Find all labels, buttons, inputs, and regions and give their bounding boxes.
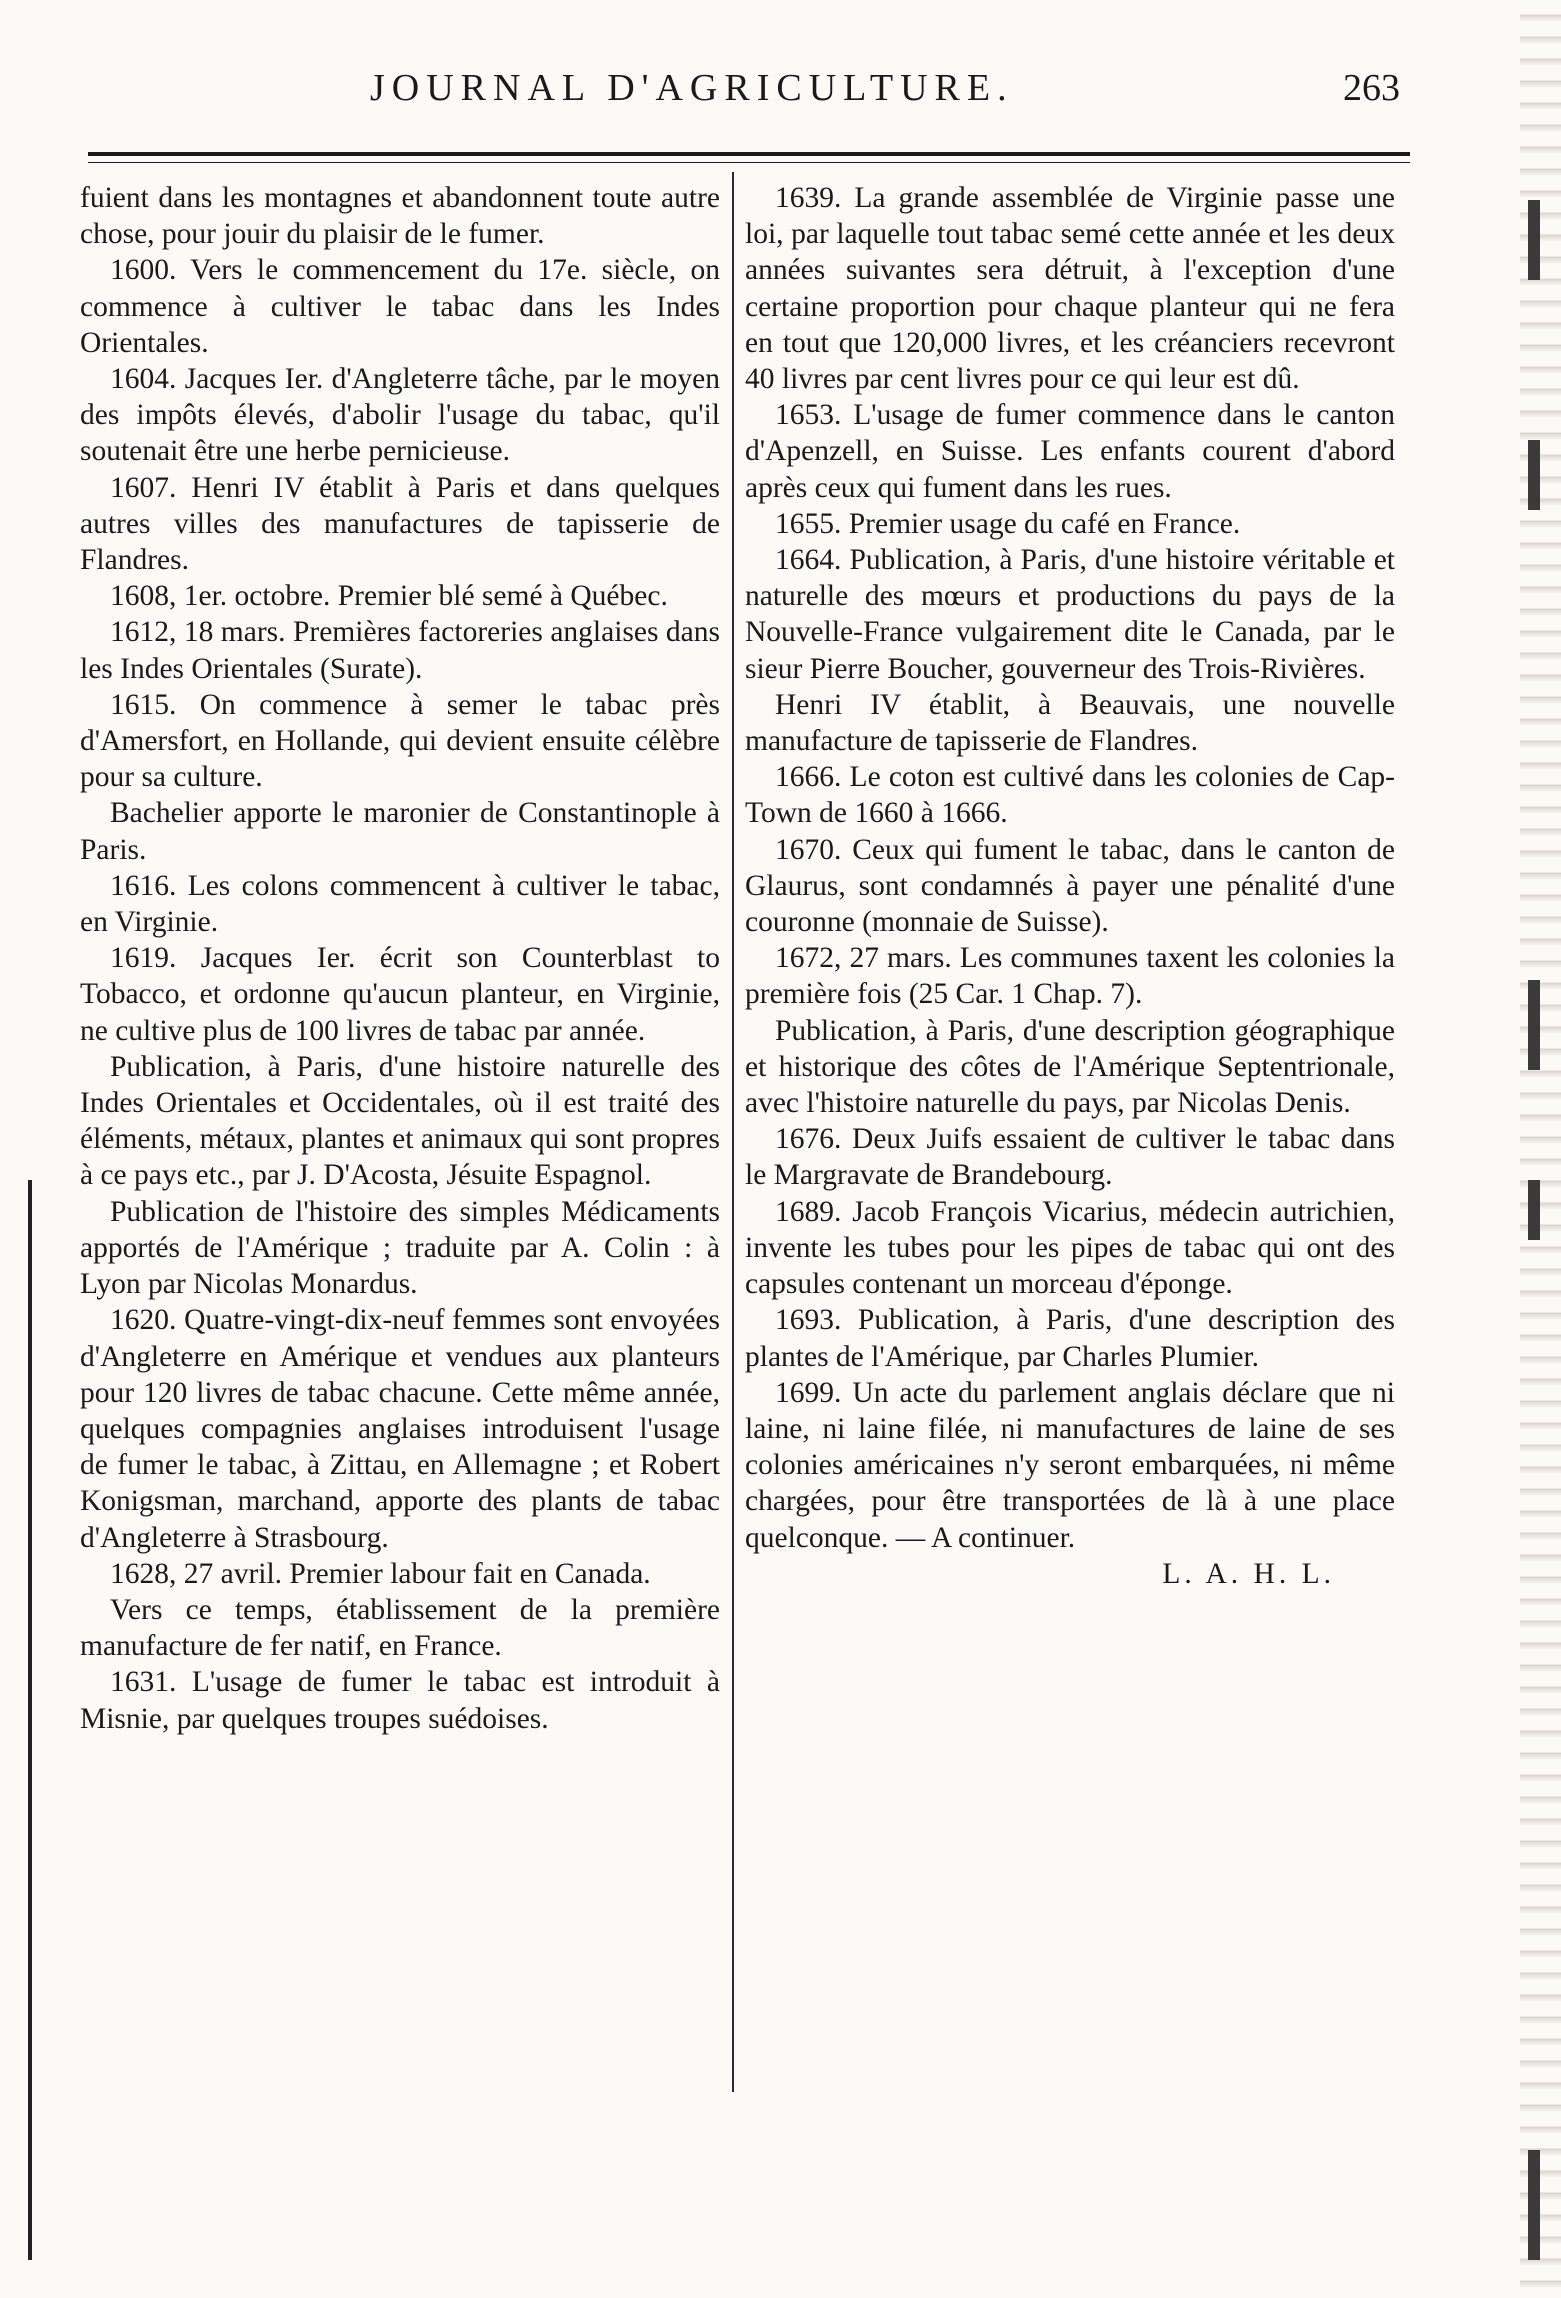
paragraph: 1604. Jacques Ier. d'Angleterre tâche, par le moyen des impôts élevés, d'abolir l'usage du tabac, qu'il soutenait être une herbe pernicieuse. <box>80 363 720 468</box>
paragraph: 1655. Premier usage du café en France. <box>775 507 1241 540</box>
paragraph: Henri IV établit, à Beauvais, une nouvelle manufacture de tapisserie de Flandres. <box>745 688 1395 758</box>
paragraph: Bachelier apporte le maronier de Constantinople à Paris. <box>80 797 720 866</box>
paragraph: 1631. L'usage de fumer le tabac est introduit à Misnie, par quelques troupes suédoises. <box>80 1666 720 1735</box>
paragraph: 1608, 1er. octobre. Premier blé semé à Québec. <box>110 580 668 613</box>
paragraph: 1600. Vers le commencement du 17e. siècle, on commence à cultiver le tabac dans les Indes Orientales. <box>80 254 720 359</box>
paragraph: 1693. Publication, à Paris, d'une description des plantes de l'Amérique, par Charles Plumier. <box>745 1304 1395 1373</box>
paragraph: 1689. Jacob François Vicarius, médecin autrichien, invente les tubes pour les pipes de tabac qui ont des capsules contenant un morceau d'éponge. <box>745 1195 1395 1301</box>
page-number: 263 <box>1343 67 1400 109</box>
column-divider <box>732 172 734 2092</box>
edge-mark <box>1528 2150 1540 2260</box>
paragraph: 1615. On commence à semer le tabac près d'Amersfort, en Hollande, qui devient ensuite célèbre pour sa culture. <box>80 688 720 794</box>
paragraph: 1612, 18 mars. Premières factoreries anglaises dans les Indes Orientales (Surate). <box>80 616 720 685</box>
paragraph: 1664. Publication, à Paris, d'une histoire véritable et naturelle des mœurs et productions du pays de la Nouvelle-France vulgairement dite le Canada, par le sieur Pierre Boucher, gouverneur des Trois-Rivières. <box>745 544 1395 685</box>
running-title: JOURNAL D'AGRICULTURE. <box>370 67 1014 109</box>
paragraph: 1672, 27 mars. Les communes taxent les colonies la première fois (25 Car. 1 Chap. 7). <box>745 942 1395 1011</box>
paragraph: 1670. Ceux qui fument le tabac, dans le canton de Glaurus, sont condamnés à payer une pénalité d'une couronne (monnaie de Suisse). <box>745 833 1395 939</box>
paragraph: 1619. Jacques Ier. écrit son Counterblast to Tobacco, et ordonne qu'aucun planteur, en Virginie, ne cultive plus de 100 livres de tabac par année. <box>80 942 720 1047</box>
paragraph: fuient dans les montagnes et abandonnent toute autre chose, pour jouir du plaisir de le fumer. <box>80 182 720 251</box>
page-header <box>80 60 1400 110</box>
paragraph: 1639. La grande assemblée de Virginie passe une loi, par laquelle tout tabac semé cette année et les deux années suivantes sera détruit, à l'exception d'une certaine proportion pour chaque planteur qui ne fera en tout que 120,000 livres, et les créanciers recevront 40 livres par cent livres pour ce qui leur est dû. <box>745 182 1395 396</box>
paragraph: Publication, à Paris, d'une histoire naturelle des Indes Orientales et Occidentales, où il est traité des éléments, métaux, plantes et animaux qui sont propres à ce pays etc., par J. D'Acosta, Jésuite Espagnol. <box>80 1050 720 1192</box>
paragraph: 1616. Les colons commencent à cultiver le tabac, en Virginie. <box>80 869 720 939</box>
right-column <box>745 180 1395 1592</box>
paragraph: Publication de l'histoire des simples Médicaments apportés de l'Amérique ; traduite par A. Colin : à Lyon par Nicolas Monardus. <box>80 1195 720 1301</box>
paragraph: 1653. L'usage de fumer commence dans le canton d'Apenzell, en Suisse. Les enfants courent d'abord après ceux qui fument dans les rues. <box>745 399 1395 504</box>
page-edge-texture <box>1520 0 1561 2298</box>
paragraph: 1666. Le coton est cultivé dans les colonies de Cap-Town de 1660 à 1666. <box>745 761 1395 830</box>
paragraph: Publication, à Paris, d'une description géographique et historique des côtes de l'Amérique Septentrionale, avec l'histoire naturelle du pays, par Nicolas Denis. <box>745 1014 1395 1120</box>
left-margin-bar <box>28 1180 32 2260</box>
edge-mark <box>1528 980 1540 1070</box>
author-signature: L. A. H. L. <box>1162 1557 1335 1590</box>
paragraph: Vers ce temps, établissement de la première manufacture de fer natif, en France. <box>80 1593 720 1663</box>
edge-mark <box>1528 200 1540 280</box>
header-rule-thin <box>88 162 1410 163</box>
paragraph: 1676. Deux Juifs essaient de cultiver le tabac dans le Margravate de Brandebourg. <box>745 1123 1395 1192</box>
header-rule-thick <box>88 152 1410 156</box>
edge-mark <box>1528 440 1540 510</box>
paragraph: 1699. Un acte du parlement anglais déclare que ni laine, ni laine filée, ni manufactures de laine de ses colonies américaines n'y seront embarquées, ni même chargées, pour être transportées de là à une place quelconque. — A continuer. <box>745 1376 1395 1554</box>
paragraph: 1628, 27 avril. Premier labour fait en Canada. <box>110 1557 651 1590</box>
paragraph: 1607. Henri IV établit à Paris et dans quelques autres villes des manufactures de tapisserie de Flandres. <box>80 471 720 577</box>
left-column <box>80 180 720 1737</box>
paragraph: 1620. Quatre-vingt-dix-neuf femmes sont envoyées d'Angleterre en Amérique et vendues aux planteurs pour 120 livres de tabac chacune. Cette même année, quelques compagnies anglaises introduisent l'usage de fumer le tabac, à Zittau, en Allemagne ; et Robert Konigsman, marchand, apporte des plants de tabac d'Angleterre à Strasbourg. <box>80 1304 720 1554</box>
edge-mark <box>1528 1180 1540 1240</box>
